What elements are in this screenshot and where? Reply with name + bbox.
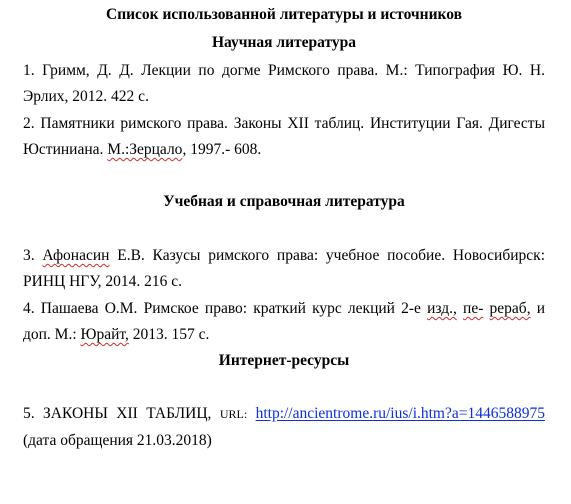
reference-link[interactable]: http://ancientrome.ru/ius/i.htm?a=1446588975: [255, 405, 545, 422]
spellcheck-word: Афонасин: [42, 247, 110, 264]
reference-4-text: доп. М.:: [23, 326, 81, 343]
reference-5-line-1: [23, 404, 545, 424]
space: [247, 405, 255, 422]
spellcheck-word: рераб,: [489, 300, 531, 317]
reference-2-line-2: [23, 140, 545, 160]
reference-5-line-2: (дата обращения 21.03.2018): [23, 432, 212, 449]
reference-1-line-1: 1. Гримм, Д. Д. Лекции по догме Римского права. М.: Типография Ю. Н.: [23, 62, 545, 79]
spellcheck-word: пе-: [463, 300, 484, 317]
reference-3-line-1: [23, 246, 545, 266]
reference-4-text: 4. Пашаева О.М. Римское право: краткий курс лекций 2-е: [23, 300, 428, 317]
document-title: Список использованной литературы и источников: [106, 6, 462, 23]
reference-3-line-2: РИНЦ НГУ, 2014. 216 с.: [23, 273, 183, 290]
section-heading-educational: Учебная и справочная литература: [163, 193, 405, 210]
reference-4-line-1: [23, 299, 545, 319]
reference-3-number: 3.: [23, 247, 43, 264]
url-label: URL:: [219, 407, 248, 421]
reference-4-line-2: [23, 325, 545, 345]
reference-4-text-end: и: [530, 300, 546, 317]
reference-3-text: Е.В. Казусы римского права: учебное пособие. Новосибирск:: [109, 247, 546, 264]
section-heading-scientific: Научная литература: [211, 34, 357, 51]
reference-4-text-end: 2013. 157 с.: [128, 326, 210, 343]
reference-1-line-2: Эрлих, 2012. 422 с.: [23, 88, 149, 105]
spellcheck-word: изд.,: [427, 300, 457, 317]
spellcheck-word: М.:Зерцало: [107, 141, 183, 158]
reference-2-line-1: 2. Памятники римского права. Законы XII таблиц. Институции Гая. Дигесты: [23, 115, 545, 132]
reference-5-text: 5. ЗАКОНЫ XII ТАБЛИЦ,: [23, 405, 220, 422]
spellcheck-word: Юрайт,: [80, 326, 129, 343]
reference-2-text: Юстиниана.: [23, 141, 108, 158]
reference-2-text-end: , 1997.- 608.: [182, 141, 262, 158]
section-heading-internet: Интернет-ресурсы: [218, 352, 350, 369]
